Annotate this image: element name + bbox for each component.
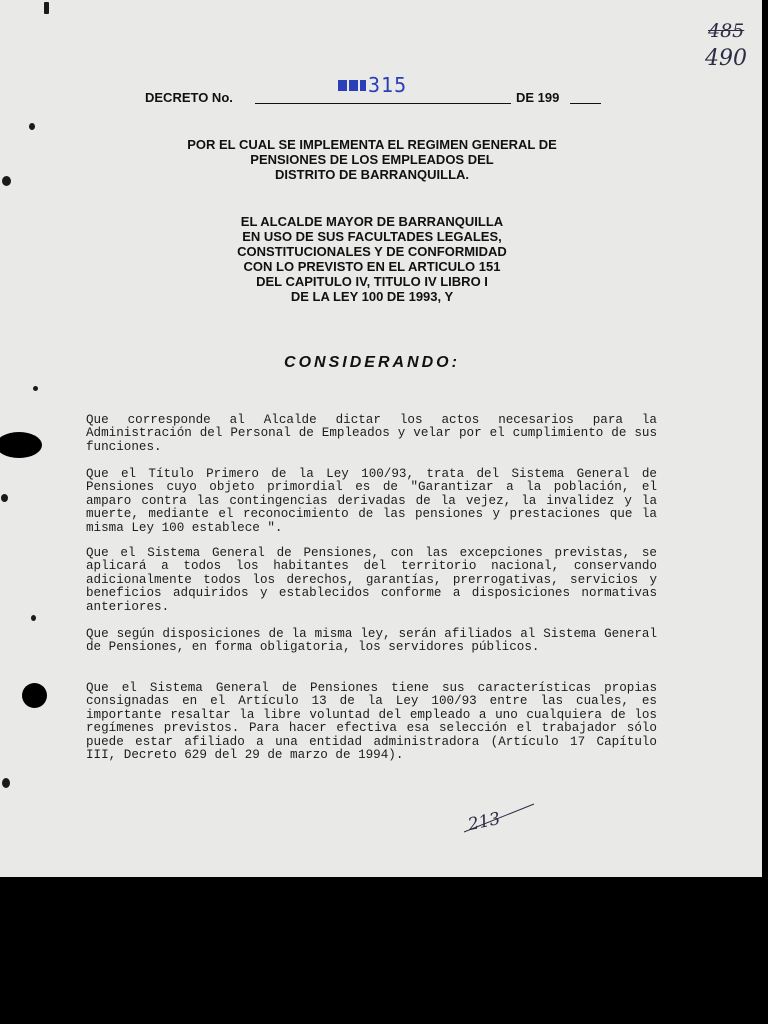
punch-hole-bottom — [22, 683, 47, 708]
title-line: PENSIONES DE LOS EMPLEADOS DEL — [250, 152, 494, 167]
margin-speck — [1, 494, 8, 502]
paragraph: Que el Sistema General de Pensiones tiene sus características propias consignadas en el Artículo 13 de la Ley 100/93 entre las cuales, es importante resaltar la libre voluntad del empleado a uno cualquiera de los regímenes previstos. Para hacer efectiva esa selección el trabajador sólo puede estar afiliado a una entidad administradora (Artículo 17 Capítulo III, Decreto 629 del 29 de marzo de 1994). — [86, 681, 657, 763]
decree-title — [120, 137, 624, 182]
margin-speck — [33, 386, 38, 391]
paragraph: Que corresponde al Alcalde dictar los actos necesarios para la Administración del Personal de Empleados y velar por el cumplimiento de sus funciones. — [86, 413, 657, 454]
authority-line: EN USO DE SUS FACULTADES LEGALES, — [242, 229, 502, 244]
margin-speck — [2, 778, 10, 788]
authority-line: DE LA LEY 100 DE 1993, Y — [290, 289, 454, 304]
punch-hole-top — [0, 432, 42, 458]
handwritten-stroke — [460, 800, 540, 840]
crossed-page-number: 485 — [708, 20, 745, 42]
corner-speck — [44, 2, 49, 14]
paragraph: Que el Título Primero de la Ley 100/93, trata del Sistema General de Pensiones cuyo objeto primordial es de "Garantizar a la población, el amparo contra las contingencias derivadas de la vejez, la invalidez y la muerte, mediante el reconocimiento de las pensiones y prestaciones que la misma Ley 100 establece ". — [86, 467, 657, 535]
authority-line: CONSTITUCIONALES Y DE CONFORMIDAD — [237, 244, 507, 259]
title-line: POR EL CUAL SE IMPLEMENTA EL REGIMEN GENERAL DE — [187, 137, 557, 152]
paragraph: Que según disposiciones de la misma ley, serán afiliados al Sistema General de Pensiones, en forma obligatoria, los servidores públicos. — [86, 627, 657, 655]
decree-label: DECRETO No. — [145, 90, 233, 105]
margin-speck — [2, 176, 11, 186]
decree-number: 315 — [368, 73, 408, 97]
authority-line: DEL CAPITULO IV, TITULO IV LIBRO I — [256, 274, 488, 289]
authority-line: EL ALCALDE MAYOR DE BARRANQUILLA — [240, 214, 504, 229]
considerando-heading: CONSIDERANDO: — [284, 354, 460, 371]
page-number: 490 — [705, 46, 747, 71]
handwritten-bottom-mark: 213 — [466, 808, 503, 836]
decree-year-line — [570, 103, 601, 104]
decree-number-stamp — [338, 73, 407, 97]
title-line: DISTRITO DE BARRANQUILLA. — [274, 167, 470, 182]
decree-number-line — [255, 103, 511, 104]
decree-year-label: DE 199 — [516, 90, 560, 105]
authority-statement — [120, 214, 624, 304]
paragraph: Que el Sistema General de Pensiones, con las excepciones previstas, se aplicará a todos los habitantes del territorio nacional, conservando adicionalmente todos los derechos, garantías, prerrogativas, servicios y beneficios adquiridos y establecidos conforme a disposiciones normativas anteriores. — [86, 546, 657, 614]
authority-line: CON LO PREVISTO EN EL ARTICULO 151 — [243, 259, 501, 274]
margin-speck — [31, 615, 36, 621]
margin-speck — [29, 123, 35, 130]
